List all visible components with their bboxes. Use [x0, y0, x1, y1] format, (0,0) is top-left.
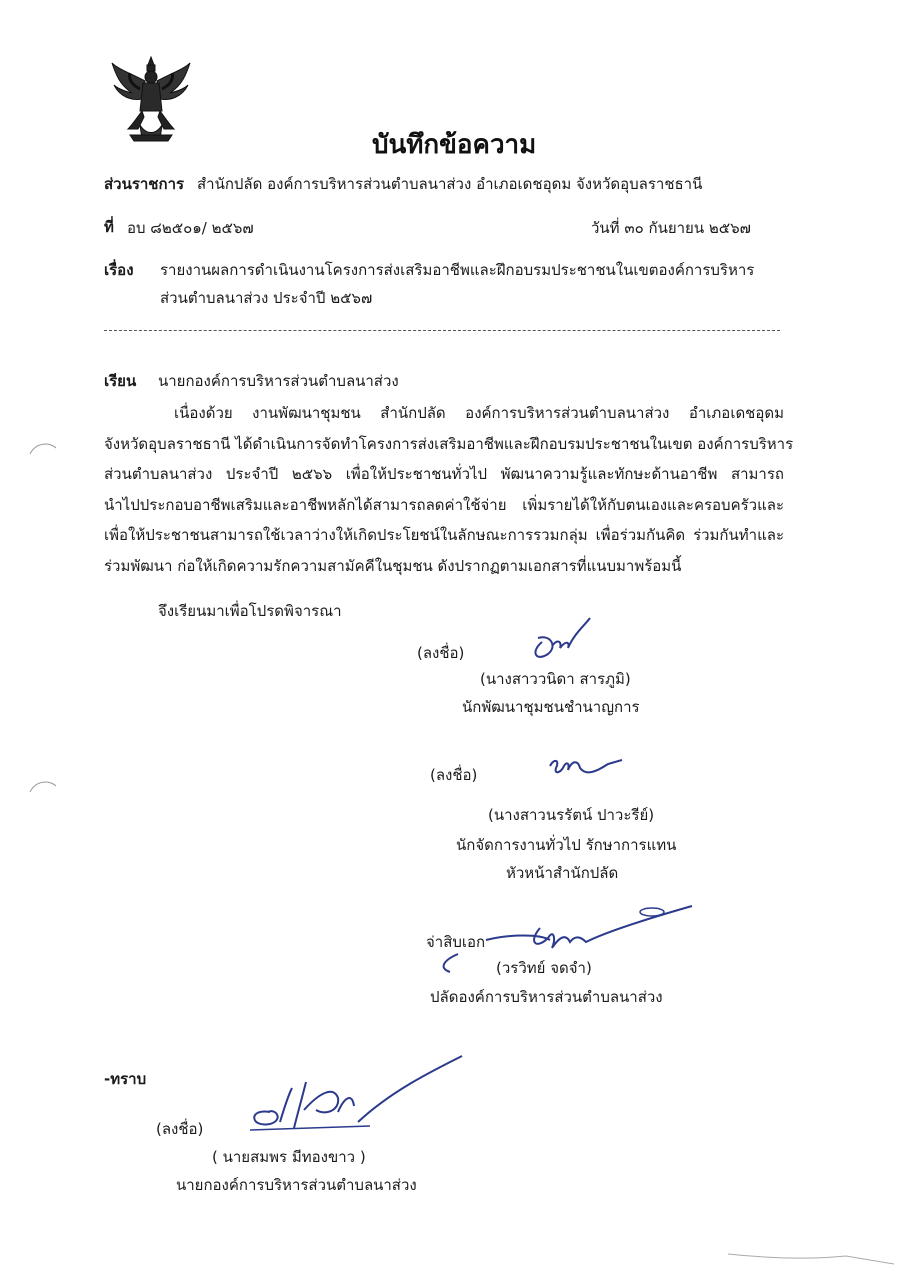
document-date: วันที่ ๓๐ กันยายน ๒๕๖๗: [591, 219, 751, 237]
acknowledge-sign-label: (ลงชื่อ): [156, 1120, 204, 1138]
signature-1-handwriting: [528, 612, 608, 666]
to-label: เรียน: [104, 372, 137, 390]
ref-label: ที่: [104, 218, 114, 236]
page-title: บันทึกข้อความ: [372, 130, 537, 160]
signature-1-label: (ลงชื่อ): [417, 644, 465, 662]
acknowledge-position: นายกองค์การบริหารส่วนตำบลนาส่วง: [176, 1176, 417, 1194]
punch-hole-mark: [28, 440, 58, 460]
body-paragraph: [104, 398, 794, 581]
subject-label: เรื่อง: [104, 261, 134, 279]
acknowledge-label: -ทราบ: [104, 1070, 147, 1088]
signature-3-position: ปลัดองค์การบริหารส่วนตำบลนาส่วง: [430, 988, 663, 1006]
acknowledge-signature-handwriting: [240, 1052, 470, 1146]
punch-hole-mark: [28, 778, 58, 798]
department-label: ส่วนราชการ: [104, 175, 185, 193]
signature-2-position-2: หัวหน้าสำนักปลัด: [506, 864, 619, 882]
signature-1-position: นักพัฒนาชุมชนชำนาญการ: [462, 698, 640, 716]
body-line: ร่วมพัฒนา ก่อให้เกิดความรักความสามัคคีในชุมชน ดังปรากฏตามเอกสารที่แนบมาพร้อมนี้: [104, 556, 682, 575]
closing-text: จึงเรียนมาเพื่อโปรดพิจารณา: [158, 602, 342, 620]
signature-3-rank: จ่าสิบเอก: [426, 933, 486, 951]
header-divider: [104, 330, 780, 331]
signature-2-label: (ลงชื่อ): [430, 766, 478, 784]
body-line: นำไปประกอบอาชีพเสริมและอาชีพหลักได้สามารถลดค่าใช้จ่าย เพิ่มรายได้ให้กับตนเองและครอบครัวและ: [104, 495, 784, 514]
signature-2-handwriting: [546, 752, 626, 786]
acknowledge-name: ( นายสมพร มีทองขาว ): [212, 1148, 366, 1166]
body-line: ส่วนตำบลนาส่วง ประจำปี ๒๕๖๖ เพื่อให้ประชาชนทั่วไป พัฒนาความรู้และทักษะด้านอาชีพ สามารถ: [104, 465, 784, 483]
signature-2-name: (นางสาวนรรัตน์ ปาวะรีย์): [488, 806, 655, 824]
body-line: เพื่อให้ประชาชนสามารถใช้เวลาว่างให้เกิดประโยชน์ในลักษณะการรวมกลุ่ม เพื่อร่วมกันคิด ร่วมกันทำและ: [104, 526, 784, 544]
body-line: เนื่องด้วย งานพัฒนาชุมชน สำนักปลัด องค์การบริหารส่วนตำบลนาส่วง อำเภอเดชอุดม: [174, 404, 784, 422]
to-value: นายกองค์การบริหารส่วนตำบลนาส่วง: [158, 372, 399, 390]
body-line: จังหวัดอุบลราชธานี ได้ดำเนินการจัดทำโครงการส่งเสริมอาชีพและฝึกอบรมประชาชนในเขต องค์การบริหาร: [104, 434, 794, 453]
subject-line-2: ส่วนตำบลนาส่วง ประจำปี ๒๕๖๗: [160, 289, 373, 307]
garuda-emblem-icon: [110, 55, 192, 143]
ref-number: อบ ๘๒๕๐๑/ ๒๕๖๗: [127, 219, 254, 237]
signature-2-position-1: นักจัดการงานทั่วไป รักษาการแทน: [456, 836, 677, 854]
scan-edge-mark: [726, 1240, 896, 1274]
department-value: สำนักปลัด องค์การบริหารส่วนตำบลนาส่วง อำเภอเดชอุดม จังหวัดอุบลราชธานี: [197, 175, 703, 193]
signature-1-name: (นางสาววนิดา สารภูมิ): [480, 670, 631, 688]
subject-line-1: รายงานผลการดำเนินงานโครงการส่งเสริมอาชีพและฝึกอบรมประชาชนในเขตองค์การบริหาร: [160, 261, 755, 279]
signature-3-name: (วรวิทย์ จดจำ): [496, 959, 592, 977]
